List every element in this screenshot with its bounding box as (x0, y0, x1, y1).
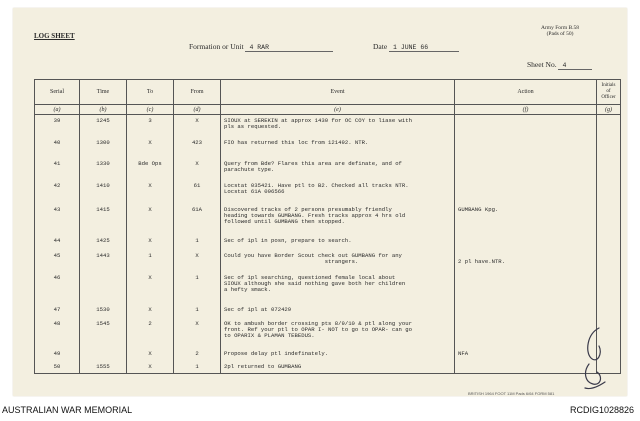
cell-time: 1410 (80, 180, 127, 204)
cell-time (80, 272, 127, 304)
cell-to: X (127, 180, 174, 204)
log-table (34, 79, 621, 374)
col-header-from: From (174, 80, 221, 105)
cell-action (455, 318, 597, 348)
cell-to: 2 (127, 318, 174, 348)
handwritten-initials-signature (579, 324, 609, 392)
cell-serial: 44 (35, 235, 80, 250)
date-value: 1 JUNE 66 (389, 44, 459, 52)
document-sheet (13, 8, 627, 396)
cell-time (80, 348, 127, 361)
table-row (35, 137, 621, 158)
cell-serial: 46 (35, 272, 80, 304)
table-row (35, 250, 621, 272)
cell-serial: 41 (35, 158, 80, 180)
cell-action (455, 137, 597, 158)
cell-event: FIO has returned this loc from 121492. NTR. (221, 137, 455, 158)
cell-from: 2 (174, 348, 221, 361)
cell-initials (597, 158, 621, 180)
col-letter-d: (d) (174, 105, 221, 115)
cell-action: GUMBANG Kpg. (455, 204, 597, 235)
cell-event: Locstat 035421. Have ptl to B2. Checked all tracks NTR. Locstat 61A 096566 (221, 180, 455, 204)
col-letter-a: (a) (35, 105, 80, 115)
cell-action (455, 272, 597, 304)
form-print-footnote: BRITISH 1964 FOOT 11M Pads 6/64 FORM 581 (468, 391, 555, 396)
cell-serial: 45 (35, 250, 80, 272)
cell-event: 2pl returned to GUMBANG (221, 361, 455, 374)
cell-time: 1300 (80, 137, 127, 158)
army-form-pads: (Pads of 50) (546, 31, 574, 37)
cell-from: X (174, 318, 221, 348)
column-header-row (35, 80, 621, 105)
army-form-label (541, 25, 579, 37)
cell-to: 1 (127, 250, 174, 272)
cell-to: X (127, 361, 174, 374)
cell-event: Query from Bde? Flares this area are definate, and of parachute type. (221, 158, 455, 180)
col-letter-b: (b) (80, 105, 127, 115)
cell-initials (597, 250, 621, 272)
cell-initials (597, 304, 621, 318)
cell-event: Could you have Border Scout check out GUMBANG for any strangers. (221, 250, 455, 272)
cell-from: 1 (174, 235, 221, 250)
sheet-number-value: 4 (558, 62, 592, 70)
cell-initials (597, 204, 621, 235)
cell-serial: 48 (35, 318, 80, 348)
cell-action (455, 304, 597, 318)
sheet-number-field (527, 60, 592, 70)
formation-label: Formation or Unit (189, 42, 244, 51)
cell-initials (597, 115, 621, 137)
cell-to: X (127, 304, 174, 318)
col-header-event: Event (221, 80, 455, 105)
cell-from: X (174, 115, 221, 137)
cell-time: 1415 (80, 204, 127, 235)
cell-from: X (174, 250, 221, 272)
cell-from: 1 (174, 361, 221, 374)
army-form-number: Army Form B.58 (541, 25, 580, 31)
cell-serial: 39 (35, 115, 80, 137)
cell-event: Propose delay ptl indefinately. (221, 348, 455, 361)
cell-action: 2 pl have.NTR. (455, 250, 597, 272)
table-row (35, 115, 621, 137)
cell-time: 1555 (80, 361, 127, 374)
col-letter-f: (f) (455, 105, 597, 115)
cell-time: 1245 (80, 115, 127, 137)
col-letter-c: (c) (127, 105, 174, 115)
table-row (35, 158, 621, 180)
table-row (35, 361, 621, 374)
table-row (35, 318, 621, 348)
cell-initials (597, 235, 621, 250)
cell-from: 1 (174, 304, 221, 318)
formation-value: 4 RAR (245, 44, 333, 52)
cell-from: 423 (174, 137, 221, 158)
table-row (35, 235, 621, 250)
cell-serial: 43 (35, 204, 80, 235)
cell-action (455, 158, 597, 180)
cell-time: 1425 (80, 235, 127, 250)
cell-to: 3 (127, 115, 174, 137)
cell-to: X (127, 272, 174, 304)
cell-event: SIOUX at SEREKIN at approx 1430 for OC COY to liase with pls as requested. (221, 115, 455, 137)
archive-id: RCDIG1028826 (569, 405, 634, 415)
cell-from: 1 (174, 272, 221, 304)
cell-initials (597, 137, 621, 158)
cell-event: Discovered tracks of 2 persons presumably friendly heading towards GUMBANG. Fresh tracks approx 4 hrs old followed until GUMBANG then stopped. (221, 204, 455, 235)
cell-time: 1330 (80, 158, 127, 180)
cell-time: 1545 (80, 318, 127, 348)
cell-to: X (127, 235, 174, 250)
col-header-time: Time (80, 80, 127, 105)
cell-event: Sec of 1pl in posn, prepare to search. (221, 235, 455, 250)
cell-serial: 49 (35, 348, 80, 361)
table-row (35, 204, 621, 235)
table-row (35, 180, 621, 204)
date-label: Date (373, 42, 388, 51)
cell-serial: 42 (35, 180, 80, 204)
cell-event: Sec of 1pl at 072429 (221, 304, 455, 318)
sheet-number-label: Sheet No. (527, 60, 557, 69)
cell-from: 61A (174, 204, 221, 235)
table-row (35, 272, 621, 304)
cell-action (455, 115, 597, 137)
cell-serial: 40 (35, 137, 80, 158)
cell-initials (597, 180, 621, 204)
cell-event: OK to ambush border crossing pts 8/9/10 & ptl along your front. Ref your ptl to OPAR I- NOT to go to OPAR- can go to OPARIX & PLAMAN TEBEDUS. (221, 318, 455, 348)
cell-initials (597, 272, 621, 304)
cell-to: X (127, 204, 174, 235)
date-field (373, 42, 459, 52)
cell-to: X (127, 137, 174, 158)
cell-to: X (127, 348, 174, 361)
column-letter-row (35, 105, 621, 115)
col-header-action: Action (455, 80, 597, 105)
col-letter-g: (g) (597, 105, 621, 115)
cell-action (455, 235, 597, 250)
cell-action: NFA (455, 348, 597, 361)
cell-action (455, 361, 597, 374)
cell-to: Bde Ops (127, 158, 174, 180)
cell-time: 1443 (80, 250, 127, 272)
col-header-serial: Serial (35, 80, 80, 105)
cell-serial: 50 (35, 361, 80, 374)
cell-time: 1530 (80, 304, 127, 318)
log-sheet-title: LOG SHEET (34, 32, 75, 40)
col-header-to: To (127, 80, 174, 105)
cell-action (455, 180, 597, 204)
table-row (35, 304, 621, 318)
cell-from: X (174, 158, 221, 180)
cell-serial: 47 (35, 304, 80, 318)
archive-caption: AUSTRALIAN WAR MEMORIAL (2, 405, 133, 415)
col-letter-e: (e) (221, 105, 455, 115)
cell-event: Sec of 1pl searching, questioned female local about SIOUX although she said nothing gave both her children a hefty smack. (221, 272, 455, 304)
formation-field (189, 42, 333, 52)
col-header-initials: Initials of Officer (597, 80, 621, 105)
cell-from: 61 (174, 180, 221, 204)
table-row (35, 348, 621, 361)
